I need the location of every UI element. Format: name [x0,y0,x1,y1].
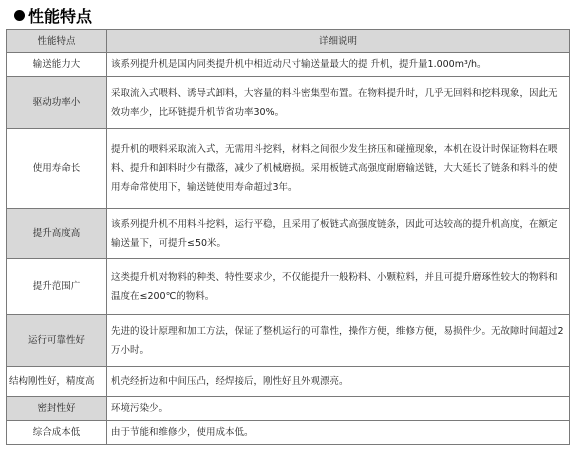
table-row [7,77,570,129]
feature-cell: 运行可靠性好 [7,315,107,367]
detail-cell [107,129,570,209]
detail-text: 提升机的喂料采取流入式，无需用斗挖料，材料之间很少发生挤压和碰撞现象，本机在设计时保证物料在喂料、提升和卸料时少有撒落，减少了机械磨损。采用板链式高强度耐磨输送链，大大延长了链条和料斗的使用寿命常使用下，输送链使用寿命超过3年。 [111,144,558,193]
detail-cell [107,77,570,129]
detail-text: 先进的设计原理和加工方法，保证了整机运行的可靠性，操作方便，维修方便，易损件少。无故障时间超过2万小时。 [111,325,564,356]
feature-cell: 综合成本低 [7,421,107,445]
table-row [7,315,570,367]
table-row [7,421,570,445]
detail-text: 这类提升机对物料的种类、特性要求少，不仅能提升一般粉料、小颗粒料，并且可提升磨琢性较大的物料和温度在≤200℃的物料。 [111,271,558,302]
detail-cell [107,315,570,367]
detail-text: 该系列提升机是国内同类提升机中相近动尺寸输送量最大的提 升机，提升量1.000m³/h。 [111,59,487,70]
detail-cell [107,397,570,421]
table-row [7,397,570,421]
detail-cell [107,259,570,315]
feature-cell: 提升高度高 [7,209,107,259]
detail-cell [107,367,570,397]
detail-text: 机壳经折边和中间压凸，经焊接后，刚性好且外观漂亮。 [111,376,349,387]
detail-text: 该系列提升机不用料斗挖料，运行平稳，且采用了板链式高强度链条，因此可达较高的提升机高度，在额定输送量下，可提升≤50米。 [111,218,558,249]
table-row [7,209,570,259]
detail-cell [107,421,570,445]
detail-cell [107,53,570,77]
feature-cell: 结构刚性好，精度高 [7,367,107,397]
detail-text: 由于节能和维修少，使用成本低。 [111,427,254,438]
section-heading [14,3,92,27]
table-row [7,53,570,77]
section-title: 性能特点 [28,6,93,26]
feature-cell: 密封性好 [7,397,107,421]
column-header-detail: 详细说明 [107,30,570,53]
detail-cell [107,209,570,259]
feature-cell: 输送能力大 [7,53,107,77]
detail-text: 采取流入式喂料、诱导式卸料，大容量的料斗密集型布置。在物料提升时，几乎无回料和挖料现象，因此无效功率少，比环链提升机节省功率30%。 [111,87,558,118]
bullet-icon [14,10,25,21]
feature-cell: 使用寿命长 [7,129,107,209]
features-table [6,29,570,445]
table-row [7,259,570,315]
column-header-feature: 性能特点 [7,30,107,53]
table-row [7,129,570,209]
table-row [7,367,570,397]
feature-cell: 提升范围广 [7,259,107,315]
table-header-row [7,30,570,53]
feature-cell: 驱动功率小 [7,77,107,129]
detail-text: 环境污染少。 [111,403,169,414]
